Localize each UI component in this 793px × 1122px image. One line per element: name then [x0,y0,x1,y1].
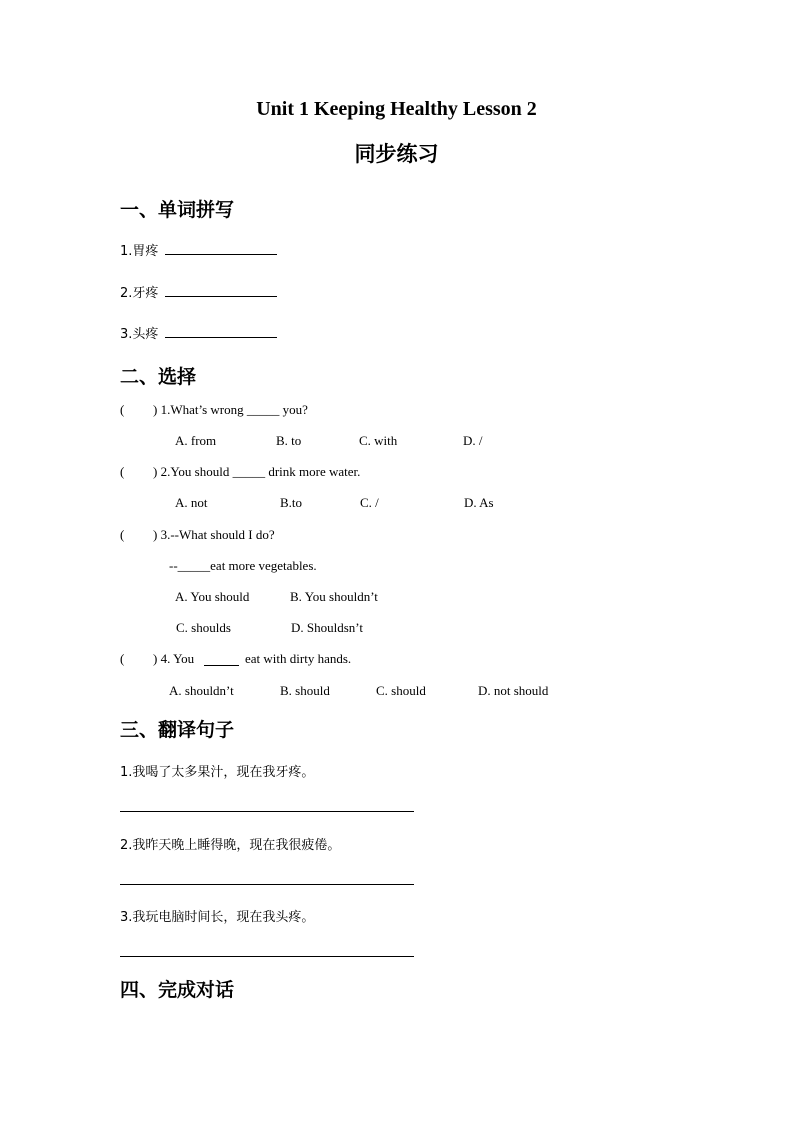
q2-option-d: D. As [464,495,494,510]
answer-paren-3[interactable]: ( [120,527,125,542]
section-heading-choice: 二、选择 [120,366,197,388]
question-1-text: ) 1.What’s wrong _____ you? [153,402,308,417]
q2-option-c: C. / [360,495,379,510]
q3-option-d: D. Shouldsn’t [291,620,363,635]
translation-item-3: 3.我玩电脑时间长，现在我头疼。 [120,910,315,925]
q3-option-b: B. You shouldn’t [290,589,378,604]
q4-option-d: D. not should [478,683,549,698]
answer-paren-2[interactable]: ( [120,464,125,479]
translation-answer-line-3[interactable] [120,956,414,957]
answer-paren-1[interactable]: ( [120,402,125,417]
q1-option-d: D. / [463,433,483,448]
q2-option-a: A. not [175,495,208,510]
question-4-text-start: ) 4. You [153,651,195,666]
spelling-item-3: 3.头疼 [120,327,159,342]
translation-answer-line-1[interactable] [120,811,414,812]
page-subtitle: 同步练习 [354,142,439,166]
question-3-text: ) 3.--What should I do? [153,527,275,542]
spelling-answer-line-3[interactable] [165,337,277,338]
q3-option-a: A. You should [175,589,250,604]
q1-option-c: C. with [359,433,398,448]
spelling-answer-line-2[interactable] [165,296,277,297]
spelling-item-1: 1.胃疼 [120,244,159,259]
q4-option-a: A. shouldn’t [169,683,234,698]
translation-item-2: 2.我昨天晚上睡得晚，现在我很疲倦。 [120,838,341,853]
translation-answer-line-2[interactable] [120,884,414,885]
page-title: Unit 1 Keeping Healthy Lesson 2 [256,98,537,120]
section-heading-spelling: 一、单词拼写 [120,199,235,221]
question-4-text-end: eat with dirty hands. [245,651,352,666]
q4-option-c: C. should [376,683,426,698]
q2-option-b: B.to [280,495,303,510]
section-heading-dialogue: 四、完成对话 [120,979,235,1001]
question-2-text: ) 2.You should _____ drink more water. [153,464,361,479]
answer-paren-4[interactable]: ( [120,651,125,666]
q4-option-b: B. should [280,683,330,698]
q3-option-c: C. shoulds [176,620,231,635]
question-3-line-2: --_____eat more vegetables. [169,558,317,573]
translation-item-1: 1.我喝了太多果汁，现在我牙疼。 [120,765,315,780]
spelling-answer-line-1[interactable] [165,254,277,255]
question-4-blank[interactable] [204,665,239,666]
q1-option-b: B. to [276,433,302,448]
section-heading-translation: 三、翻译句子 [120,719,235,741]
spelling-item-2: 2.牙疼 [120,286,159,301]
q1-option-a: A. from [175,433,217,448]
